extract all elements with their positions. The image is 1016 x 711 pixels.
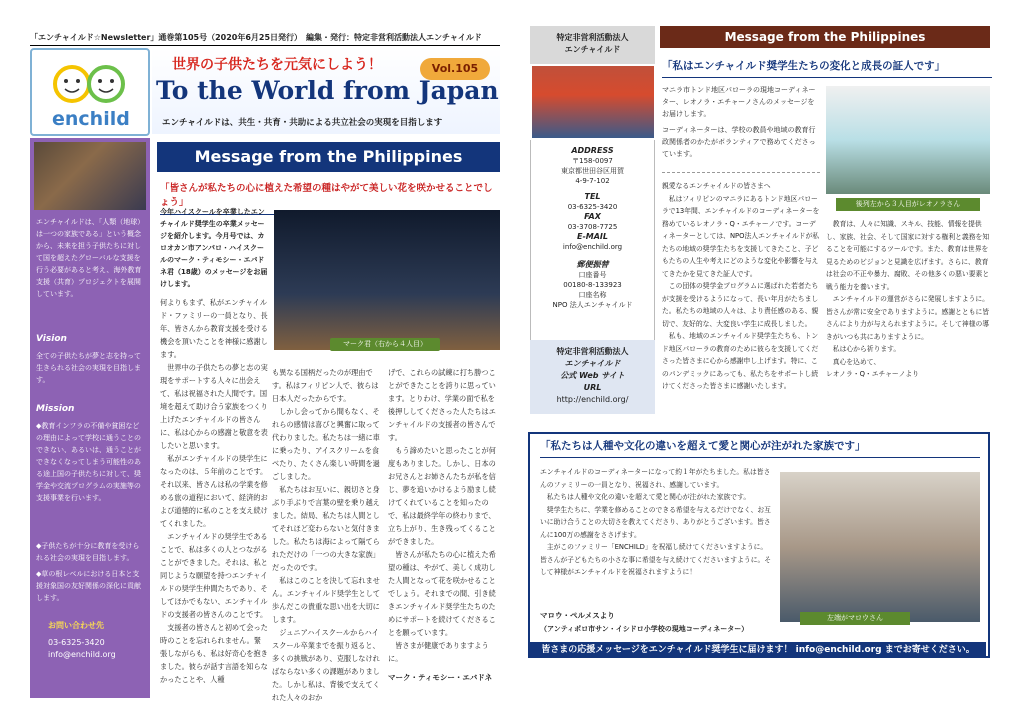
mission-2: ◆子供たちが十分に教育を受けられる社会の実現を目指します。 <box>36 542 140 562</box>
marou-photo-caption: 左端がマロウさん <box>800 612 910 625</box>
mission-3: ◆草の根レベルにおける日本と支援対象国の友好関係の深化に貢献します。 <box>36 570 141 602</box>
right-banner: Message from the Philippines <box>660 26 990 48</box>
address-line2: 4-9-7-102 <box>575 177 610 185</box>
intro: 今年ハイスクールを卒業したエンチャイルド奨学生の卒業メッセージを紹介します。今月号では、カロオカン市アンパロ・ハイスクールのマーク・ティモシー・エバドネ君（18歳）のメッセージをお届けします。 <box>160 208 268 288</box>
mark-photo <box>274 210 500 350</box>
postal-label: 口座番号 <box>578 271 607 279</box>
leonora-photo <box>826 86 990 194</box>
address-line1: 東京都世田谷区用賀 <box>561 167 624 175</box>
signature-2b: （アンティポロ市サン・イシドロ小学校の現地コーディネーター） <box>540 625 749 633</box>
sidebar <box>30 138 150 698</box>
signature-2a: マロウ・ペルメスより <box>540 611 615 620</box>
body-col-3: げで、これらの試練に打ち勝つことができたことを誇りに思っています。とりわけ、学業の面で私を後押ししてくださった人たちはエンチャイルドの支援者の皆さんです。 もう諦めたいと思ったことが何度もありました。しかし、日本のお兄さんとお姉さんたちが私を信じ、夢を追いかけるよう励まし続けてくれていることを知ったので、私は最終学年の終わりまで、立ち上がり、生き残ってくることができました。 皆さんが私たちの心に植えた希望の種は、やがて、美しく成功した人間となって花を咲かせることでしょう。それまでの間、引き続きエンチャイルド奨学生たちのためにサポートを続けてくださることを願っています。 皆さまが健康でありますように。 <box>388 368 496 663</box>
org-box <box>530 26 655 64</box>
right-intro-b: コーディネーターは、学校の教員や地域の教育行政関係者のかたがボランティアで務めてくださっています。 <box>662 126 816 158</box>
mast-subtitle: エンチャイルドは、共生・共育・共助による共立社会の実現を目指します <box>162 118 443 128</box>
mission-1: ◆教育インフラの不備や貧困などの理由によって学校に通うことのできない、あるいは、通うことができなくなってしまう可能性のある途上国の子供たちに対して、奨学金や交流プログラムの実施等の支援事業を行います。 <box>36 422 141 502</box>
right-intro-divider <box>662 172 820 173</box>
sidebar-photo <box>34 142 146 210</box>
mark-photo-caption: マーク君（右から４人目） <box>330 338 440 351</box>
body-col-1: 何よりもまず、私がエンチャイルド・ファミリーの一員となり、長年、皆さんから教育支援を受ける機会を頂いたことを神様に感謝します。 世界中の子供たちの夢と志の実現をサポートする人々に出会えて、私は祝福された人間です。国境を超えて助け合う家族をつくり上げたエンチャイルドの皆さんに、私は心からの感謝と敬意を表したいと思います。 私がエンチャイルドの奨学生になったのは、５年前のことです。それ以来、皆さんは私の学業を修める旅の道程において、経済的および道徳的に私のことを支え続けてくれました。 エンチャイルドの奨学生であることで、私は多くの人とつながることができました。それは、私と同じような願望を持つエンチャイルドの奨学生仲間たちであり、そしてほかでもない、エンチャイルドの支援者の皆さんのことです。 支援者の皆さんと初めて会った時のことを忘れられません。緊張しながらも、私は好奇心を抱きました。彼らが話す言語を知らなかったことや、人種 <box>160 298 268 684</box>
email-address[interactable]: info@enchild.org <box>562 243 623 251</box>
right-headline-2: 「私たちは人種や文化の違いを超えて愛と関心が注がれた家族です」 <box>540 438 980 458</box>
org-label: 特定非営利活動法人 <box>556 33 629 42</box>
mission-title: Mission <box>36 404 75 414</box>
postal-number: 00180-8-133923 <box>563 281 622 289</box>
tagline: 世界の子供たちを元気にしよう！ <box>172 57 382 73</box>
masthead <box>152 48 500 134</box>
left-signature: マーク・ティモシー・エバドネ <box>388 673 493 682</box>
sidebar-about: エンチャイルドは、「人類（地球）は一つの家族である」という概念から、未来を担う子供たちに対して国を超えたグローバルな支援を行う必要があると考え、海外教育支援（共育）プロジェクトを展開しています。 <box>36 218 145 298</box>
left-banner: Message from the Philippines <box>157 142 500 172</box>
fax-number: 03-3708-7725 <box>567 223 618 231</box>
address-zip: 〒158-0097 <box>572 157 613 165</box>
website-url[interactable]: http://enchild.org/ <box>556 395 629 404</box>
right-body-2: エンチャイルドのコーディネーターになって約１年がたちました。私は皆さんのファミリーの一員となり、祝福され、感謝しています。 私たちは人種や文化の違いを超えて愛と関心が注がれた家族です。 奨学生たちに、学業を修めることのできる希望を与えるだけでなく、お互いに助け合うことの大切さを教えてくださり、ありがとうございます。皆さんに100万の感謝をささげます。 主がこのファミリー「ENCHILD」を祝福し続けてくださいますように。皆さんが子どもたちの小さな事に希望を与え続けてくださいますように。そして神様がエンチャイルドを祝福されますように！ <box>540 468 772 576</box>
enchild-logo <box>30 48 150 136</box>
website-box <box>530 340 655 414</box>
url-title: URL <box>583 383 602 392</box>
contact-title: お問い合わせ先 <box>48 621 104 630</box>
cta-bar: 皆さまの応援メッセージをエンチャイルド奨学生に届けます！ info@enchild.org までお寄せください。 <box>530 642 986 658</box>
right-body-1b: 教育は、人々に知識、スキル、技能、情報を提供し、家族、社会、そして国家に対する権利と義務を知ることを可能にするツールです。また、教育は世界を見るためのビジョンと見識を広げます。さらに、教育は社会の不正や暴力、腐敗、その他多くの悪い要素と戦う能力を養います。 エンチャイルドの運営がさらに発展しますように。皆さんが常に安全でありますように。感謝とともに皆さんにより力が与えられますように。そして神様の導きがいつも共にありますように。 私は心から祈ります。 真心を込めて、 レオノラ・Q・エチャーノより <box>826 220 990 378</box>
newsletter-header: 「エンチャイルド☆Newsletter」通巻第105号（2020年6月25日発行） 編集・発行：特定非営利活動法人エンチャイルド <box>30 32 500 46</box>
web-line1: 特定非営利活動法人 <box>556 347 629 356</box>
leonora-photo-caption: 後列左から３人目がレオノラさん <box>836 198 980 211</box>
volume-badge: Vol.105 <box>420 58 490 80</box>
account-label: 口座名称 <box>578 291 607 299</box>
fax-title: FAX <box>584 212 601 221</box>
email-title: E-MAIL <box>576 232 608 241</box>
tel-title: TEL <box>584 192 601 201</box>
web-line3: 公式 Web サイト <box>560 371 625 380</box>
left-headline: 「皆さんが私たちの心に植えた希望の種はやがて美しい花を咲かせることでしょう」 <box>160 180 500 215</box>
account-name: NPO 法人エンチャイルド <box>552 301 633 309</box>
vision-text: 全ての子供たちが夢と志を持って生きられる社会の実現を目指します。 <box>36 352 141 384</box>
right-headline-1: 「私はエンチャイルド奨学生たちの変化と成長の証人です」 <box>662 58 992 78</box>
group-photo-small <box>532 66 654 138</box>
marou-photo <box>780 472 980 622</box>
right-intro-a: マニラ市トンド地区パローラの現地コーディネーター、レオノラ・エチャーノさんのメッセージをお届けします。 <box>662 86 816 118</box>
tel-number: 03-6325-3420 <box>567 203 618 211</box>
logo-text: enchild <box>52 108 130 130</box>
org-name: エンチャイルド <box>564 45 621 54</box>
right-body-1a: 親愛なるエンチャイルドの皆さまへ 私はフィリピンのマニラにあるトンド地区パローラで13年間、エンチャイルドのコーディネーターを務めているレオノラ・Q・エチャーノです。コーディネーターとしては、NPO法人エンチャイルドが私たちの地域の奨学生たちを支援してきたこと、子どもたちの人生や考えにどのような変化や影響を与えてきたかを見てきた証人です。 この団体の奨学金プログラムに選ばれた若者たちが支援を受けるようになって、長い年月がたちました。私たちの地域の人々は、より責任感のある、親切で、友好的な、大変良い学生に成長しました。 私も、地域のエンチャイルド奨学生たちも、トンド地区パローラの教育のために彼らを支援してくださった皆さまに心から感謝申し上げます。特に、このパンデミックにあっても、私たちをサポートし続けてくださった皆さまに感謝いたします。 <box>662 182 820 390</box>
body-col-2: も異なる国柄だったのが理由です。私はフィリピン人で、彼らは日本人だったからです。 しかし会ってから間もなく、それらの感情は喜びと興奮に取って代わりました。私たちは一緒に車に乗ったり、アイスクリームを食べたり、たくさん楽しい時間を過ごしました。 私たちはお互いに、親切さと身ぶり手ぶりで言葉の壁を乗り越えました。結局、私たちは人間としてそれほど変わらないと気付きました。私たちは海によって隔てられただけの「一つの大きな家族」だったのです。 私はこのことを決して忘れません。エンチャイルド奨学生として歩んだこの貴重な思い出を大切にします。 ジュニアハイスクールからハイスクール卒業までを振り返ると、多くの挑戦があり、克服しなければならない多くの課題がありました。しかし私は、背後で支えてくれた人々のおか <box>272 368 381 702</box>
postal-title: 郵便振替 <box>576 260 609 269</box>
address-title: ADDRESS <box>571 146 614 155</box>
web-line2: エンチャイルド <box>564 359 621 368</box>
contact-email: info@enchild.org <box>48 650 116 659</box>
masthead-title: To the World from Japan <box>156 76 499 105</box>
contact-tel: 03-6325-3420 <box>48 638 105 647</box>
vision-title: Vision <box>36 334 67 344</box>
